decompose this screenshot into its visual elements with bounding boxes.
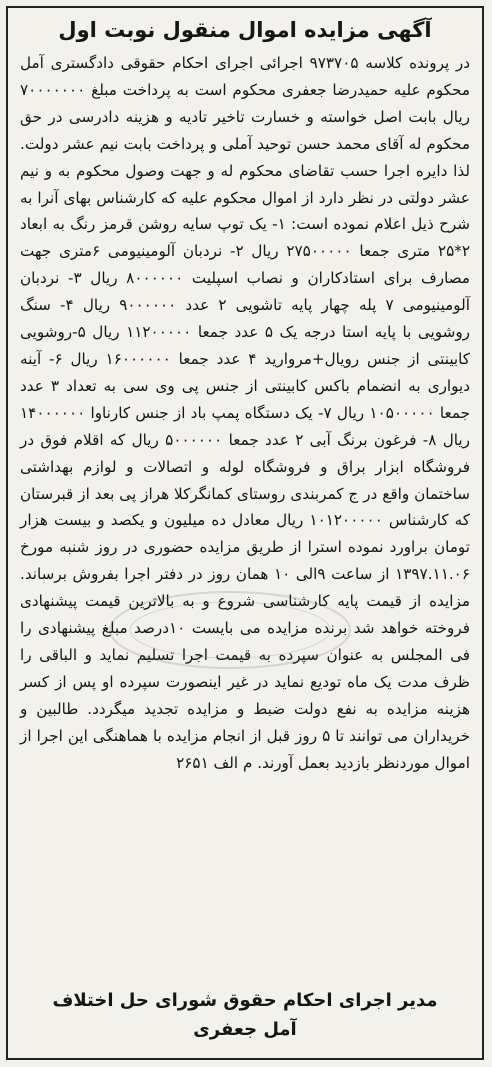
notice-title: آگهی مزایده اموال منقول نوبت اول — [58, 18, 432, 42]
auction-notice — [6, 6, 484, 1060]
notice-body: در پرونده کلاسه ۹۷۳۷۰۵ اجرائی اجرای احکام حقوقی دادگستری آمل محکوم علیه حمیدرضا جعفری محکوم است به پرداخت مبلغ ۷۰۰۰۰۰۰۰ ریال بابت اصل خواسته و خسارت تاخیر تادیه و هزینه دادرسی در حق محکوم له آقای محمد حسن توحید آملی و پرداخت بابت نیم عشر دولت. لذا دایره اجرا حسب تقاضای محکوم له و جهت وصول محکوم به و نیم عشر دولتی در نظر دارد از اموال محکوم علیه که کارشناس بهای آنرا به شرح ذیل اعلام نموده است: ۱- یک توپ سایه روشن قرمز رنگ به ابعاد ۲*۲۵ متری جمعا ۲۷۵۰۰۰۰۰ ریال ۲- نردبان آلومینیومی ۶متری جهت مصارف برای استادکاران و نصاب اسپلیت ۸۰۰۰۰۰۰ ریال ۳- نردبان آلومینیومی ۷ پله چهار پایه تاشویی ۲ عدد ۹۰۰۰۰۰۰ ریال ۴- سنگ روشویی با پایه استا درجه یک ۵ عدد جمعا ۱۱۲۰۰۰۰۰ ریال ۵-روشویی کابینتی از جنس رویال+مروارید ۴ عدد جمعا ۱۶۰۰۰۰۰۰ ریال ۶- آینه دیواری به انضمام باکس کابینتی از جنس پی وی سی به تعداد ۳ عدد جمعا ۱۰۵۰۰۰۰۰ ریال ۷- یک دستگاه پمپ باد از جنس کارناوا ۱۴۰۰۰۰۰۰ ریال ۸- فرغون برنگ آبی ۲ عدد جمعا ۵۰۰۰۰۰۰ ریال که اقلام فوق در فروشگاه ابزار براق و فروشگاه لوله و اتصالات و لوازم بهداشتی ساختمان واقع در ج کمربندی روستای کمانگرکلا هراز پی بعد از قبرستان که کارشناس ۱۰۱۲۰۰۰۰۰ ریال معادل ده میلیون و یکصد و بیست هزار تومان براورد نموده استرا از طریق مزایده حضوری در روز شنبه مورخ ۱۳۹۷.۱۱.۰۶ از ساعت ۹الی ۱۰ همان روز در دفتر اجرا بفروش برساند. مزایده از قیمت پایه کارشناسی شروع و به بالاترین قیمت پیشنهادی فروخته خواهد شد برنده مزایده می بایست ۱۰درصد مبلغ پیشنهادی را فی المجلس به عنوان سپرده به قیمت اجرا تسلیم نماید و الباقی را ظرف مدت یک ماه تودیع نماید در غیر اینصورت سپرده او پس از کسر هزینه مزایده به نفع دولت ضبط و مزایده تجدید میگردد. طالبین و خریداران می توانند تا ۵ روز قبل از انجام مزایده با هماهنگی این اجرا از اموال موردنظر بازدید بعمل آورند. م الف ۲۶۵۱ — [20, 54, 471, 772]
signature-line-1: مدیر اجرای احکام حقوق شورای حل اختلاف — [52, 990, 438, 1011]
notice-signature — [20, 986, 470, 1044]
signature-line-2: آمل جعفری — [193, 1019, 297, 1040]
